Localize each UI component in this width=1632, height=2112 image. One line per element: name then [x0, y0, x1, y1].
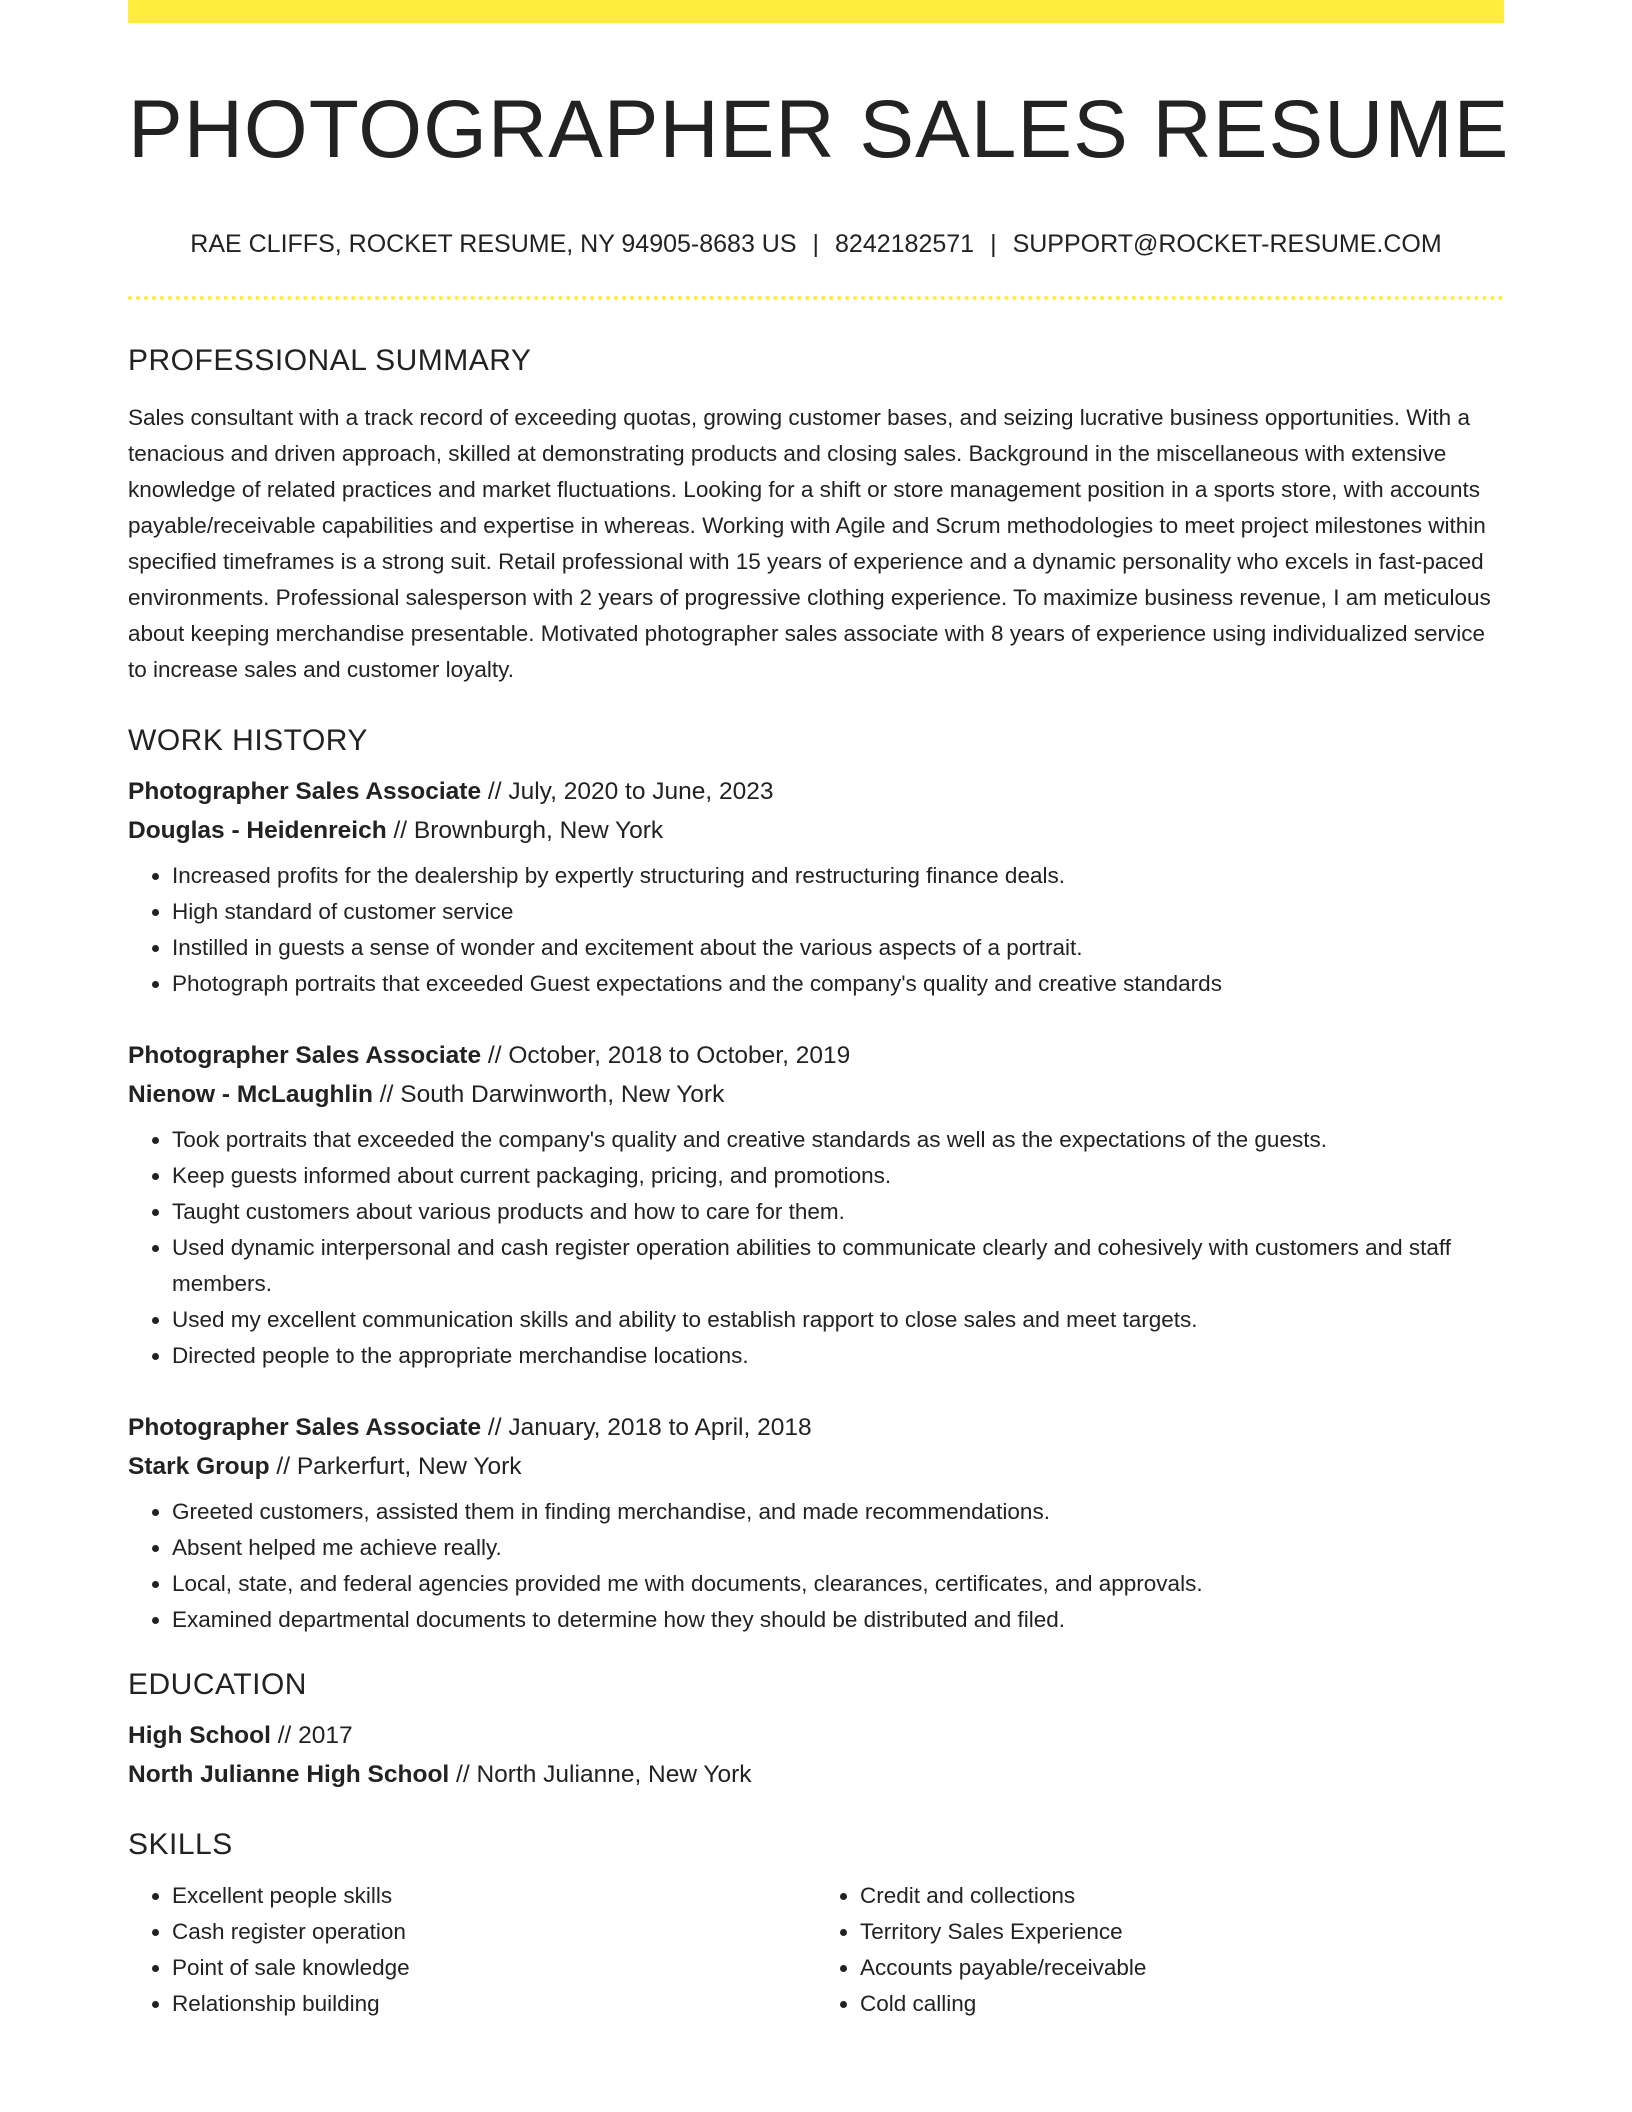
- skill-item: • Point of sale knowledge: [172, 1950, 816, 1986]
- skill-item: • Accounts payable/receivable: [860, 1950, 1504, 1986]
- resume-title: PHOTOGRAPHER SALES RESUME: [128, 84, 1510, 175]
- job-location: // Brownburgh, New York: [386, 817, 664, 844]
- job-role: Photographer Sales Associate: [128, 1414, 482, 1441]
- job-company: Stark Group: [128, 1453, 270, 1480]
- contact-email: SUPPORT@ROCKET-RESUME.COM: [1012, 230, 1442, 258]
- skills-list-right: [816, 1878, 1504, 2022]
- job-bullet: • Absent helped me achieve really.: [172, 1530, 1504, 1566]
- job-location: // Parkerfurt, New York: [269, 1453, 522, 1480]
- education-year: // 2017: [270, 1722, 353, 1749]
- education-entry: [128, 1716, 1504, 1794]
- job-bullets: [128, 1494, 1504, 1638]
- job-location: // South Darwinworth, New York: [373, 1081, 725, 1108]
- contact-separator: |: [990, 230, 997, 258]
- education-school-line: [128, 1755, 1504, 1794]
- education-degree-line: [128, 1716, 1504, 1755]
- education-location: // North Julianne, New York: [449, 1761, 752, 1788]
- job-bullet: • Increased profits for the dealership by expertly structuring and restructuring finance deals.: [172, 858, 1504, 894]
- job-bullet: • Took portraits that exceeded the company's quality and creative standards as well as the expectations of the guests.: [172, 1122, 1504, 1158]
- skill-item: • Excellent people skills: [172, 1878, 816, 1914]
- job-bullet: • Taught customers about various products and how to care for them.: [172, 1194, 1504, 1230]
- job-company: Nienow - McLaughlin: [128, 1081, 373, 1108]
- skill-item: • Relationship building: [172, 1986, 816, 2022]
- job-bullet: • Instilled in guests a sense of wonder and excitement about the various aspects of a portrait.: [172, 930, 1504, 966]
- job-role-line: [128, 772, 1504, 811]
- job-company-line: [128, 1075, 1504, 1114]
- job-role: Photographer Sales Associate: [128, 1042, 482, 1069]
- job-role: Photographer Sales Associate: [128, 778, 482, 805]
- job-bullet: • Keep guests informed about current packaging, pricing, and promotions.: [172, 1158, 1504, 1194]
- contact-address: RAE CLIFFS, ROCKET RESUME, NY 94905-8683 US: [190, 230, 797, 258]
- job-entry: [128, 1408, 1504, 1638]
- job-bullet: • Local, state, and federal agencies provided me with documents, clearances, certificates, and approvals.: [172, 1566, 1504, 1602]
- contact-separator: |: [812, 230, 820, 258]
- job-role-line: [128, 1036, 1504, 1075]
- skill-item: • Cold calling: [860, 1986, 1504, 2022]
- job-entry: [128, 772, 1504, 1002]
- job-company-line: [128, 1447, 1504, 1486]
- education-degree: High School: [128, 1722, 271, 1749]
- skill-item: • Territory Sales Experience: [860, 1914, 1504, 1950]
- job-bullets: [128, 858, 1504, 1002]
- job-role-line: [128, 1408, 1504, 1447]
- job-bullet: • Used my excellent communication skills and ability to establish rapport to close sales and meet targets.: [172, 1302, 1504, 1338]
- education-heading: EDUCATION: [128, 1668, 307, 1701]
- job-bullet: • Used dynamic interpersonal and cash register operation abilities to communicate clearly and cohesively with customers and staff members.: [172, 1230, 1504, 1302]
- skill-item: • Cash register operation: [172, 1914, 816, 1950]
- job-bullet: • Directed people to the appropriate merchandise locations.: [172, 1338, 1504, 1374]
- job-entry: [128, 1036, 1504, 1374]
- job-dates: // October, 2018 to October, 2019: [481, 1042, 851, 1069]
- contact-phone: 8242182571: [835, 230, 975, 258]
- resume-content: [128, 0, 1510, 2022]
- dotted-divider: [128, 296, 1504, 300]
- job-bullet: • Examined departmental documents to determine how they should be distributed and filed.: [172, 1602, 1504, 1638]
- job-bullet: • Greeted customers, assisted them in finding merchandise, and made recommendations.: [172, 1494, 1504, 1530]
- skills-heading: SKILLS: [128, 1828, 233, 1861]
- job-company-line: [128, 811, 1504, 850]
- work-history-heading: WORK HISTORY: [128, 724, 368, 757]
- job-dates: // January, 2018 to April, 2018: [481, 1414, 812, 1441]
- job-company: Douglas - Heidenreich: [128, 817, 387, 844]
- skills-list-left: [128, 1878, 816, 2022]
- job-dates: // July, 2020 to June, 2023: [481, 778, 774, 805]
- contact-line: [128, 230, 1504, 259]
- job-bullets: [128, 1122, 1504, 1374]
- skills-columns: [128, 1878, 1504, 2022]
- summary-text: Sales consultant with a track record of exceeding quotas, growing customer bases, and seizing lucrative business opportunities. With a tenacious and driven approach, skilled at demonstrating products and closing sales. Background in the miscellaneous with extensive knowledge of related practices and market fluctuations. Looking for a shift or store management position in a sports store, with accounts payable/receivable capabilities and expertise in whereas. Working with Agile and Scrum methodologies to meet project milestones within specified timeframes is a strong suit. Retail professional with 15 years of experience and a dynamic personality who excels in fast-paced environments. Professional salesperson with 2 years of progressive clothing experience. To maximize business revenue, I am meticulous about keeping merchandise presentable. Motivated photographer sales associate with 8 years of experience using individualized service to increase sales and customer loyalty.: [128, 405, 1491, 682]
- summary-heading: PROFESSIONAL SUMMARY: [128, 344, 532, 377]
- job-bullet: • High standard of customer service: [172, 894, 1504, 930]
- education-school: North Julianne High School: [128, 1761, 450, 1788]
- skill-item: • Credit and collections: [860, 1878, 1504, 1914]
- job-bullet: • Photograph portraits that exceeded Guest expectations and the company's quality and creative standards: [172, 966, 1504, 1002]
